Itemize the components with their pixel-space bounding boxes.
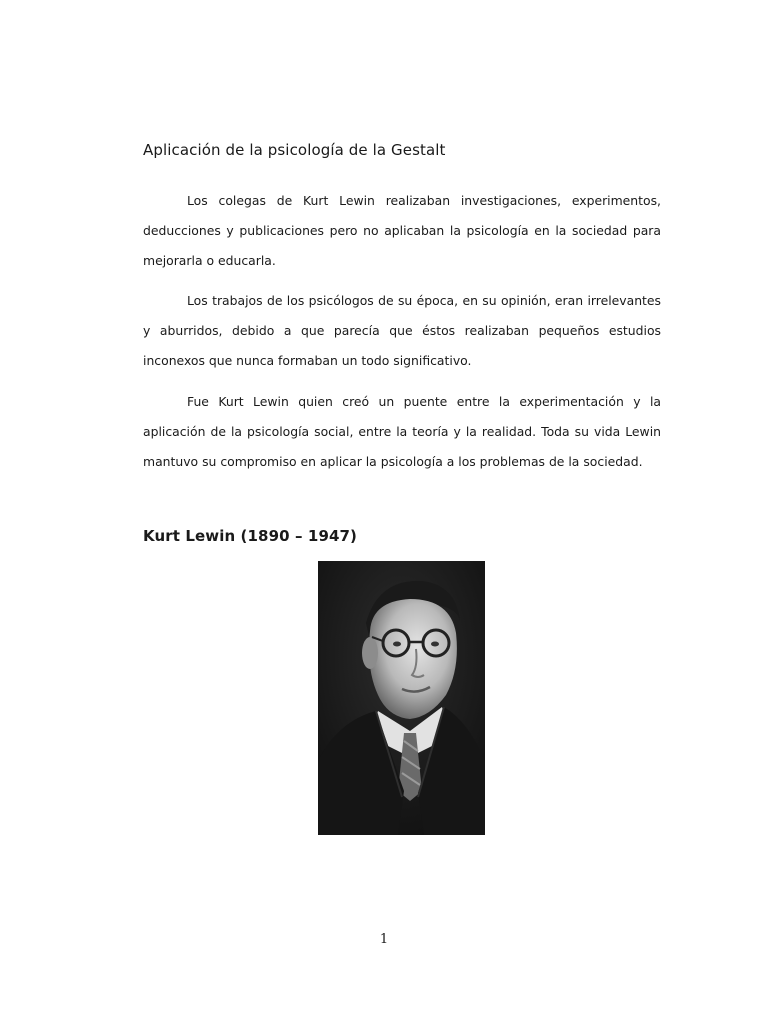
section-heading: Aplicación de la psicología de la Gestalt [143, 141, 446, 159]
portrait-photo [318, 561, 485, 835]
page-number: 1 [379, 932, 389, 947]
paragraph-2: Los trabajos de los psicólogos de su época, en su opinión, eran irrelevantes y aburridos, debido a que parecía que éstos realizaban pequeños estudios inconexos que nunca formaban un todo significativo. [143, 293, 661, 368]
portrait-caption-heading: Kurt Lewin (1890 – 1947) [143, 527, 358, 545]
paragraph-3: Fue Kurt Lewin quien creó un puente entre la experimentación y la aplicación de la psicología social, entre la teoría y la realidad. Toda su vida Lewin mantuvo su compromiso en aplicar la psicología a los problemas de la sociedad. [143, 394, 661, 469]
paragraph-1: Los colegas de Kurt Lewin realizaban investigaciones, experimentos, deducciones y publicaciones pero no aplicaban la psicología en la sociedad para mejorarla o educarla. [143, 193, 661, 268]
